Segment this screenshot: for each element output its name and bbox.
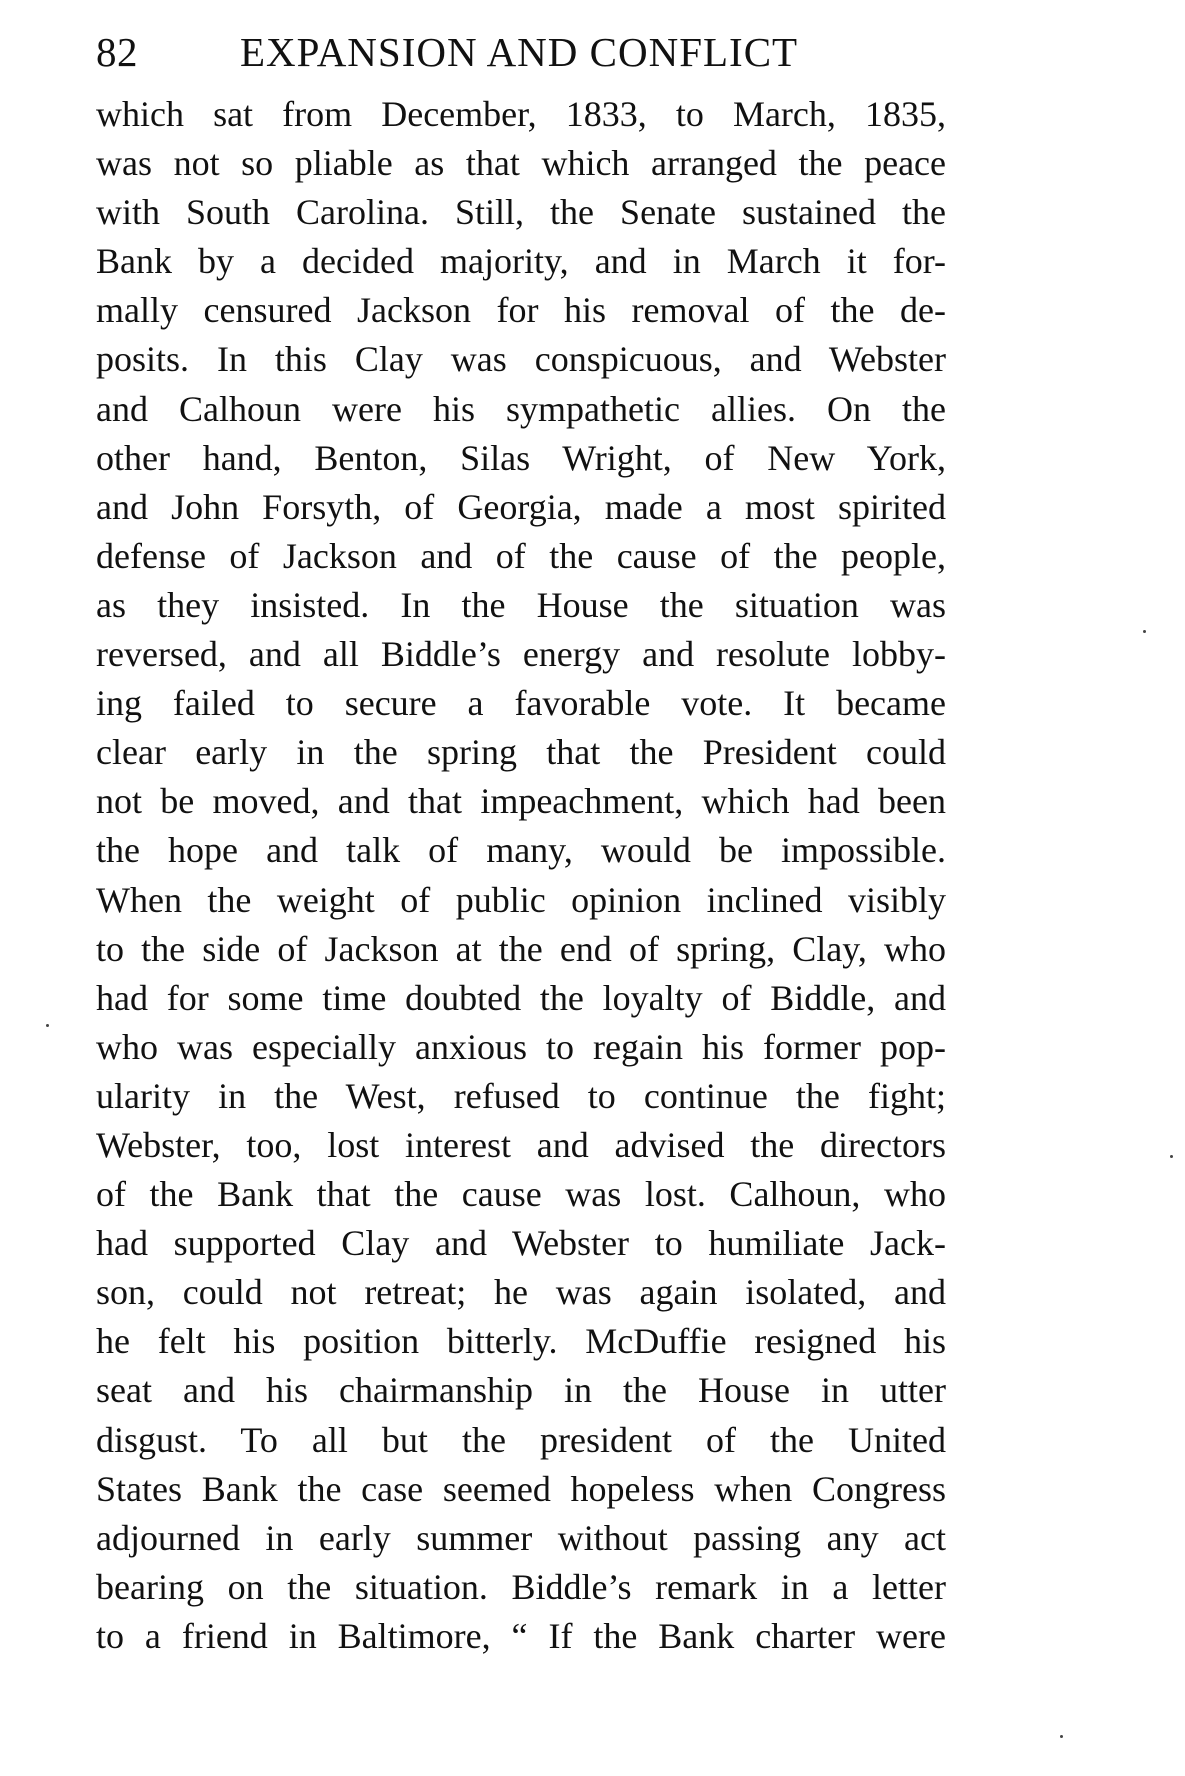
text-line: Webster, too, lost interest and advised the directors [96, 1124, 946, 1165]
text-line: Bank by a decided majority, and in March it for- [96, 241, 946, 282]
text-line: which sat from December, 1833, to March, 1835, [96, 94, 946, 134]
text-line: he felt his position bitterly. McDuffie resigned his [96, 1321, 946, 1362]
page-number: 82 [96, 29, 138, 75]
scan-speck [1060, 1735, 1063, 1738]
text-line: defense of Jackson and of the cause of the people, [96, 535, 946, 576]
text-line: posits. In this Clay was conspicuous, and Webster [96, 339, 946, 380]
text-line: bearing on the situation. Biddle’s remark in a letter [96, 1566, 946, 1607]
text-line: disgust. To all but the president of the United [96, 1419, 946, 1460]
text-line: had supported Clay and Webster to humiliate Jack- [96, 1223, 946, 1264]
text-line: When the weight of public opinion inclined visibly [96, 879, 946, 920]
scan-speck [46, 1024, 49, 1027]
text-line: States Bank the case seemed hopeless when Congress [96, 1468, 946, 1509]
text-line: who was especially anxious to regain his former pop- [96, 1026, 946, 1067]
text-line: seat and his chairmanship in the House in utter [96, 1370, 946, 1411]
text-line: was not so pliable as that which arranged the peace [96, 143, 946, 184]
body-text [96, 90, 946, 1661]
scan-speck [1170, 1155, 1173, 1158]
text-line: adjourned in early summer without passing any act [96, 1517, 946, 1558]
text-line: the hope and talk of many, would be impossible. [96, 830, 946, 871]
scan-speck [1143, 630, 1146, 633]
text-line: reversed, and all Biddle’s energy and resolute lobby- [96, 634, 946, 675]
text-line: not be moved, and that impeachment, which had been [96, 781, 946, 822]
text-line: ularity in the West, refused to continue the fight; [96, 1075, 946, 1116]
text-line: son, could not retreat; he was again isolated, and [96, 1272, 946, 1313]
text-line: and Calhoun were his sympathetic allies. On the [96, 388, 946, 429]
text-line: mally censured Jackson for his removal of the de- [96, 290, 946, 331]
text-line: other hand, Benton, Silas Wright, of New York, [96, 437, 946, 478]
text-line: to the side of Jackson at the end of spring, Clay, who [96, 928, 946, 969]
text-line: had for some time doubted the loyalty of Biddle, and [96, 977, 946, 1018]
text-line: of the Bank that the cause was lost. Calhoun, who [96, 1174, 946, 1215]
running-head: EXPANSION AND CONFLICT [240, 29, 799, 75]
text-line: with South Carolina. Still, the Senate sustained the [96, 192, 946, 233]
text-line: as they insisted. In the House the situation was [96, 584, 946, 625]
text-line: clear early in the spring that the President could [96, 732, 946, 773]
text-line: ing failed to secure a favorable vote. It became [96, 683, 946, 724]
text-line: to a friend in Baltimore, “ If the Bank charter were [96, 1615, 946, 1656]
text-line: and John Forsyth, of Georgia, made a most spirited [96, 486, 946, 527]
page-header [96, 22, 936, 82]
